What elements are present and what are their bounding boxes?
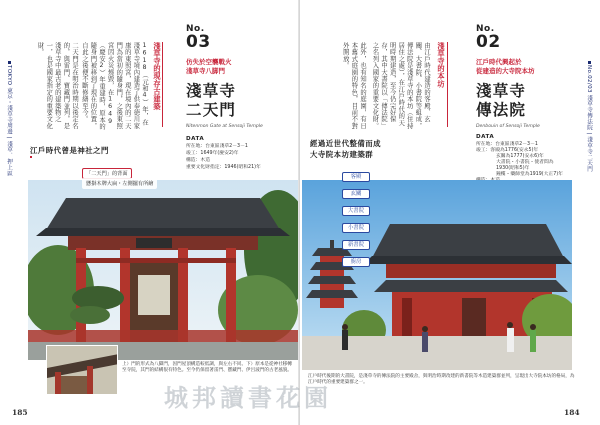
right-body-paragraph-2: 此外，也有知名的庭園，有日本舊式庭園的特色，目前不對外開放。 xyxy=(341,42,366,130)
left-vertical-rule xyxy=(162,42,163,127)
right-spot-number: No. 02 xyxy=(476,24,501,52)
left-data-heading: DATA xyxy=(186,136,205,142)
right-spot-title: 淺草寺 傳法院 xyxy=(476,82,527,119)
right-kicker: 江戶時代興起於 從建造的大寺院本坊 xyxy=(476,58,535,75)
left-photo-subhead: 江戶時代曾是神社之門 xyxy=(30,146,109,155)
left-spot-number: No. 03 xyxy=(186,24,211,52)
left-side-tab: TOKYO 東京・淺草寺周邊 | 淺草．押上區 xyxy=(5,60,13,230)
left-photo-callout-sub: 懸掛木牌大扁・左側擺有所繪 xyxy=(82,178,157,189)
right-photo-subhead: 經過近世代整備而成 大寺院本坊建築群 xyxy=(310,139,382,159)
building-label-kitchen: 廚房 xyxy=(342,257,370,267)
building-label-genkan: 玄關 xyxy=(342,189,370,199)
right-page: 此外，也有知名的庭園，有日本舊式庭園的特色，目前不對外開放。 由江戶時代建造的客殿、玄關、大書院、小書院等組成，傳法院是淺草寺的本坊（住持居住之處），在江戶時代的天明時期建造，至今仍完好保存，其中大書院以「傳法院」之名列入國家的重要文化財。 淺草寺的本坊 No. 02 江戶時代興起於 從建造的大寺院本坊 淺草寺 傳法院 Denbouin of Sensoji Temple DATA 所在地：台東區淺草2－3－1 竣工：客殿為1776(安永5)年 玄關為1777(安永6)年 大書院・小書院・使者間為 1930(昭和5)年 鐘樓・藥師堂為1919(大正7)年 No.02/03 淺草寺傳法院 | 淺草寺二天門 經過近世代整備而成 大寺院本坊建築群 客殿 玄關 大書院 小書院 新書院 廚房 江戶時代後期的大書院，是淺草寺的傳法院的主要殿舍，與明治時期改建的新書院等木造建築群並列，呈現出大寺院本坊的格局，為江戶時代的重要建築群之一。 184 xyxy=(300,0,600,425)
left-subhead-underline xyxy=(30,156,32,158)
left-english-name: Nitenmon Gate at Sensoji Temple xyxy=(186,124,263,129)
left-body-paragraph-1: 1618（元和4）年，在淺草寺境內建造了供奉德川家康的東照宮，現在境內的二天門為當初的隨身門，之後東照宮因火災燒毀，在1649（慶安2）年重建時，原本的隨身門被移到了現在的位置，自此之後便不斷修繕至今。 xyxy=(80,42,148,130)
left-spot-title: 淺草寺 二天門 xyxy=(186,82,237,119)
nitenmon-back-inset-photo xyxy=(46,345,118,395)
left-body-paragraph-2: 二天門是在明治時期以後定名的，與雷門、寶藏門並列，是淺草寺中最古老的建築物之一，也是國家指定的重要文化財。 xyxy=(36,42,78,130)
nitenmon-gate-photo xyxy=(28,180,298,360)
building-label-shinshoin: 新書院 xyxy=(342,240,370,250)
building-label-shoshoin: 小書院 xyxy=(342,223,370,233)
right-photo-caption: 江戶時代後期的大書院，是淺草寺的傳法院的主要殿舍，與明治時期改建的新書院等木造建築群並列，呈現出大寺院本坊的格局，為江戶時代的重要建築群之一。 xyxy=(308,374,575,386)
right-english-name: Denbouin of Sensoji Temple xyxy=(476,124,540,129)
watermark: 城邦讀書花園 xyxy=(164,384,332,412)
left-photo-caption: 上）門的形式為八脚門，因門屋頂構造較低調，與左右不同。下）原本是從神社移轉至寺院，其門的結構很有特色。至今仍保留著雷門、寶藏門、伊呂波門的古老風貌。 xyxy=(122,362,292,374)
building-label-daishoin: 大書院 xyxy=(342,206,370,216)
left-kicker: 仿失於空襲戰火 淺草寺八脚門 xyxy=(186,58,232,75)
left-vertical-head: 淺草寺的現存古建築 xyxy=(153,42,162,111)
left-page: TOKYO 東京・淺草寺周邊 | 淺草．押上區 二天門是在明治時期以後定名的，與雷門、寶藏門並列，是淺草寺中最古老的建築物之一，也是國家指定的重要文化財。 1618（元和4）年，在淺草寺境內建造了供奉德川家康的東照宮，現在境內的二天門為當初的隨身門，之後東照宮因火災燒毀，在1649（慶安2）年重建時，原本的隨身門被移到了現在的位置，自此之後便不斷修繕至今。 淺草寺的現存古建築 No. 03 仿失於空襲戰火 淺草寺八脚門 淺草寺 二天門 Nitenmon Gate at Sensoji Temple DATA 所在地：台東區淺草2－3－1 竣工：1649年(慶安2)年 構造：木造 重要文化財指定：1946(昭和21)年 江戶時代曾是神社之門 「二天門」的背面 懸掛木牌大扁・左側擺有所繪 上）門的形式為八脚門，因門屋頂構造較低調，與左右不同。下）原本是從神社移轉至寺院，其門的結構很有特色。至今仍保留著雷門、寶藏門、伊呂波門的古老風貌。 185 xyxy=(0,0,300,425)
right-data-heading: DATA xyxy=(476,134,495,140)
right-body-paragraph-1: 由江戶時代建造的客殿、玄關、大書院、小書院等組成，傳法院是淺草寺的本坊（住持居住之處），在江戶時代的天明時期建造，至今仍完好保存，其中大書院以「傳法院」之名列入國家的重要文化財。 xyxy=(371,42,430,130)
left-page-number: 185 xyxy=(12,408,28,417)
right-vertical-rule xyxy=(447,42,448,127)
left-photo-callout: 「二天門」的背面 xyxy=(82,168,132,179)
building-label-kyakuden: 客殿 xyxy=(342,172,370,182)
right-side-tab: No.02/03 淺草寺傳法院 | 淺草寺二天門 xyxy=(585,60,593,230)
right-page-number: 184 xyxy=(564,408,580,417)
right-vertical-head: 淺草寺的本坊 xyxy=(437,42,446,88)
